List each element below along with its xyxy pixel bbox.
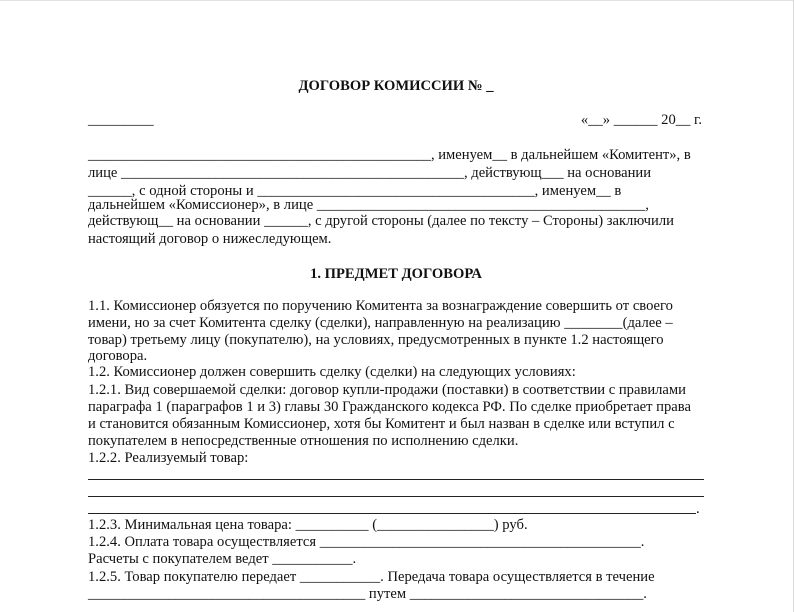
clause-1-2-4: 1.2.4. Оплата товара осуществляется ____________________________________________. xyxy=(88,534,645,550)
clause-1-2-1-line-1: 1.2.1. Вид совершаемой сделки: договор купли-продажи (поставки) в соответствии с правилами xyxy=(88,382,686,398)
clause-1-1-line-4: договора. xyxy=(88,348,148,364)
goods-blank-line-3 xyxy=(88,513,696,514)
section-1-heading: 1. ПРЕДМЕТ ДОГОВОРА xyxy=(310,266,482,282)
clause-1-1-line-3: товар) третьему лицу (покупателю), на условиях, предусмотренных в пункте 1.2 настоящего xyxy=(88,332,664,348)
goods-blank-line-1 xyxy=(88,479,704,480)
date-line: «__» ______ 20__ г. xyxy=(580,112,702,128)
intro-line-4: дальнейшем «Комиссионер», в лице _____________________________________________, xyxy=(88,197,649,213)
intro-line-3: ______, с одной стороны и ______________________________________, именуем__ в xyxy=(88,183,622,199)
intro-line-6: настоящий договор о нижеследующем. xyxy=(88,231,332,247)
place-blank: _________ xyxy=(88,112,154,128)
clause-1-2-3: 1.2.3. Минимальная цена товара: __________ (________________) руб. xyxy=(88,517,528,533)
intro-line-1: _______________________________________________, именуем__ в дальнейшем «Комитент», в xyxy=(88,147,691,163)
clause-1-2: 1.2. Комиссионер должен совершить сделку (сделки) на следующих условиях: xyxy=(88,364,576,380)
intro-line-2: лице _______________________________________________, действующ___ на основании xyxy=(88,165,651,181)
clause-1-2-1-line-3: и становится обязанным Комиссионер, хотя бы Комитент и был назван в сделке или вступил с xyxy=(88,416,675,432)
clause-1-1-line-1: 1.1. Комиссионер обязуется по поручению Комитента за вознаграждение совершить от своего xyxy=(88,298,673,314)
goods-end-mark: . xyxy=(696,501,700,517)
clause-1-2-2: 1.2.2. Реализуемый товар: xyxy=(88,450,249,466)
intro-line-5: действующ__ на основании ______, с другой стороны (далее по тексту – Стороны) заключили xyxy=(88,213,674,229)
document-title: ДОГОВОР КОМИССИИ № _ xyxy=(298,78,494,94)
clause-1-1-line-2: имени, но за счет Комитента сделку (сделки), направленную на реализацию ________(далее – xyxy=(88,315,673,331)
clause-1-2-5-line-1: 1.2.5. Товар покупателю передает ___________. Передача товара осуществляется в течение xyxy=(88,569,655,585)
goods-blank-line-2 xyxy=(88,496,704,497)
clause-1-2-1-line-2: параграфа 1 (параграфов 1 и 3) главы 30 Гражданского кодекса РФ. По сделке приобретает права xyxy=(88,399,691,415)
clause-1-2-1-line-4: покупателем в непосредственные отношения по исполнению сделки. xyxy=(88,433,519,449)
payment-line: Расчеты с покупателем ведет ___________. xyxy=(88,551,357,567)
clause-1-2-5-line-2: ______________________________________ путем ________________________________. xyxy=(88,586,647,602)
